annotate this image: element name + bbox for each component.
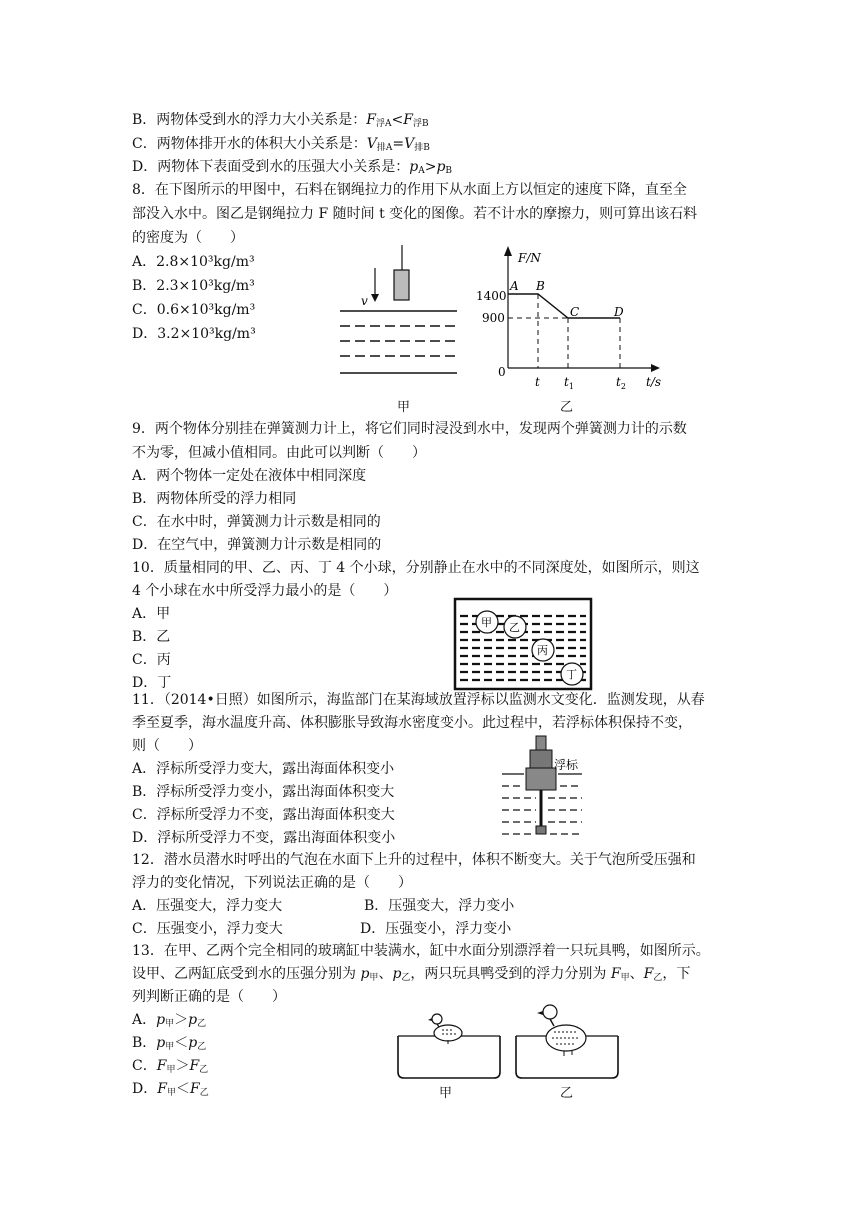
tank-jia <box>398 1036 500 1078</box>
q7-option-d: D．两物体下表面受到水的压强大小关系是：$p_A>p_B$ <box>132 159 453 176</box>
buoy-top <box>536 736 546 750</box>
velocity-arrowhead <box>371 294 379 302</box>
buoy-label: 浮标 <box>554 758 579 772</box>
q8-option-d: D．3.2×10³kg/m³ <box>132 326 256 342</box>
ball-ding-label: 丁 <box>566 668 577 681</box>
q8-caption-yi: 乙 <box>560 400 574 415</box>
q8-option-a: A．2.8×10³kg/m³ <box>132 254 255 270</box>
q11-option-c: C．浮标所受浮力不变，露出海面体积变大 <box>132 807 395 823</box>
q8-figure-jia <box>335 240 465 385</box>
q12-stem-line1: 12．潜水员潜水时呼出的气泡在水面下上升的过程中，体积不断变大。关于气泡所受压强和 <box>132 852 696 868</box>
y-tick-900: 900 <box>482 311 505 325</box>
q8-option-b: B．2.3×10³kg/m³ <box>132 278 255 294</box>
duck-yi <box>537 1005 586 1056</box>
ball-yi-label: 乙 <box>509 621 520 634</box>
x-tick-t: t <box>535 375 540 389</box>
y-axis-arrow <box>504 246 512 256</box>
point-d: D <box>614 305 624 319</box>
q8-stem-line2: 部没入水中。图乙是钢绳拉力 F 随时间 t 变化的图像。若不计水的摩擦力，则可算出该石料 <box>132 206 698 222</box>
q13-stem-line3: 列判断正确的是（ ） <box>132 989 286 1005</box>
q9-option-c: C．在水中时，弹簧测力计示数是相同的 <box>132 514 381 530</box>
q12-option-b: B．压强变大，浮力变小 <box>364 898 515 914</box>
q13-duck-figure <box>392 1002 642 1082</box>
q12-option-a: A．压强变大，浮力变大 <box>132 898 283 914</box>
q10-option-d: D．丁 <box>132 675 172 691</box>
q9-stem-line1: 9．两个物体分别挂在弹簧测力计上，将它们同时浸没到水中，发现两个弹簧测力计的示数 <box>132 421 687 437</box>
x-tick-t2: $t_2$ <box>616 375 626 390</box>
q12-option-c: C．压强变小，浮力变大 <box>132 921 283 937</box>
q13-caption-jia: 甲 <box>439 1086 453 1101</box>
q9-option-a: A．两个物体一定处在液体中相同深度 <box>132 468 367 484</box>
q10-option-c: C．丙 <box>132 652 171 668</box>
q13-caption-yi: 乙 <box>560 1086 574 1101</box>
point-c: C <box>570 305 580 319</box>
stone-block <box>394 270 409 300</box>
point-b: B <box>536 279 545 293</box>
q11-option-b: B．浮标所受浮力变小，露出海面体积变大 <box>132 784 395 800</box>
q13-stem-line2: 设甲、乙两缸底受到水的压强分别为 $p_甲$、$p_乙$，两只玩具鸭受到的浮力分别为 $F_甲$、$F_乙$，下 <box>132 966 691 983</box>
velocity-label: v <box>361 294 368 308</box>
q8-stem-line1: 8．在下图所示的甲图中，石料在钢绳拉力的作用下从水面上方以恒定的速度下降，直至全 <box>132 182 687 198</box>
duck-jia <box>428 1014 462 1044</box>
x-tick-t1: $t_1$ <box>564 375 574 390</box>
origin-label: 0 <box>498 365 506 379</box>
q13-option-b: B．$p_甲<p_乙$ <box>132 1035 207 1052</box>
q8-stem-line3: 的密度为（ ） <box>132 230 244 246</box>
buoy-upper <box>530 750 552 768</box>
q11-stem-line1: 11．（2014•日照）如图所示，海监部门在某海域放置浮标以监测水文变化．监测发现，从春 <box>132 692 705 708</box>
q10-option-b: B．乙 <box>132 629 171 645</box>
x-axis-label: t/s <box>646 375 662 389</box>
x-axis-arrow <box>651 364 660 372</box>
q8-option-c: C．0.6×10³kg/m³ <box>132 302 256 318</box>
q11-stem-line3: 则（ ） <box>132 738 202 754</box>
q10-stem-line1: 10．质量相同的甲、乙、丙、丁 4 个小球，分别静止在水中的不同深度处，如图所示，则这 <box>132 560 700 576</box>
q8-caption-jia: 甲 <box>397 400 411 415</box>
q10-option-a: A．甲 <box>132 606 171 622</box>
point-a: A <box>510 279 519 293</box>
q10-stem-line2: 4 个小球在水中所受浮力最小的是（ ） <box>132 583 398 599</box>
ball-jia-label: 甲 <box>481 616 492 629</box>
q13-option-a: A．$p_甲>p_乙$ <box>132 1012 207 1029</box>
q12-stem-line2: 浮力的变化情况，下列说法正确的是（ ） <box>132 875 412 891</box>
q13-option-c: C．$F_甲>F_乙$ <box>132 1058 209 1075</box>
q7-option-c: C．两物体排开水的体积大小关系是：$V_{排A}=V_{排B}$ <box>132 136 430 153</box>
buoy-body <box>526 768 556 790</box>
q12-option-d: D．压强变小，浮力变小 <box>360 921 512 937</box>
q11-buoy-figure <box>496 734 602 844</box>
q11-stem-line2: 季至夏季，海水温度升高、体积膨胀导致海水密度变小。此过程中，若浮标体积保持不变， <box>132 715 692 731</box>
q9-option-d: D．在空气中，弹簧测力计示数是相同的 <box>132 537 382 553</box>
q10-tank-figure <box>450 594 596 694</box>
y-tick-1400: 1400 <box>476 289 507 303</box>
q9-option-b: B．两物体所受的浮力相同 <box>132 491 297 507</box>
q9-stem-line2: 不为零，但减小值相同。由此可以判断（ ） <box>132 445 426 461</box>
q8-graph-yi <box>470 240 670 390</box>
q7-option-b: B．两物体受到水的浮力大小关系是：$F_{浮A}<F_{浮B}$ <box>132 112 429 129</box>
q13-stem-line1: 13．在甲、乙两个完全相同的玻璃缸中装满水，缸中水面分别漂浮着一只玩具鸭，如图所示。 <box>132 943 710 959</box>
force-curve <box>508 294 620 318</box>
q11-option-d: D．浮标所受浮力不变，露出海面体积变小 <box>132 830 396 846</box>
y-axis-label: F/N <box>518 251 541 265</box>
q13-option-d: D．$F_甲<F_乙$ <box>132 1081 209 1098</box>
buoy-weight <box>536 826 546 834</box>
ball-bing-label: 丙 <box>537 644 548 657</box>
q11-option-a: A．浮标所受浮力变大，露出海面体积变小 <box>132 761 395 777</box>
